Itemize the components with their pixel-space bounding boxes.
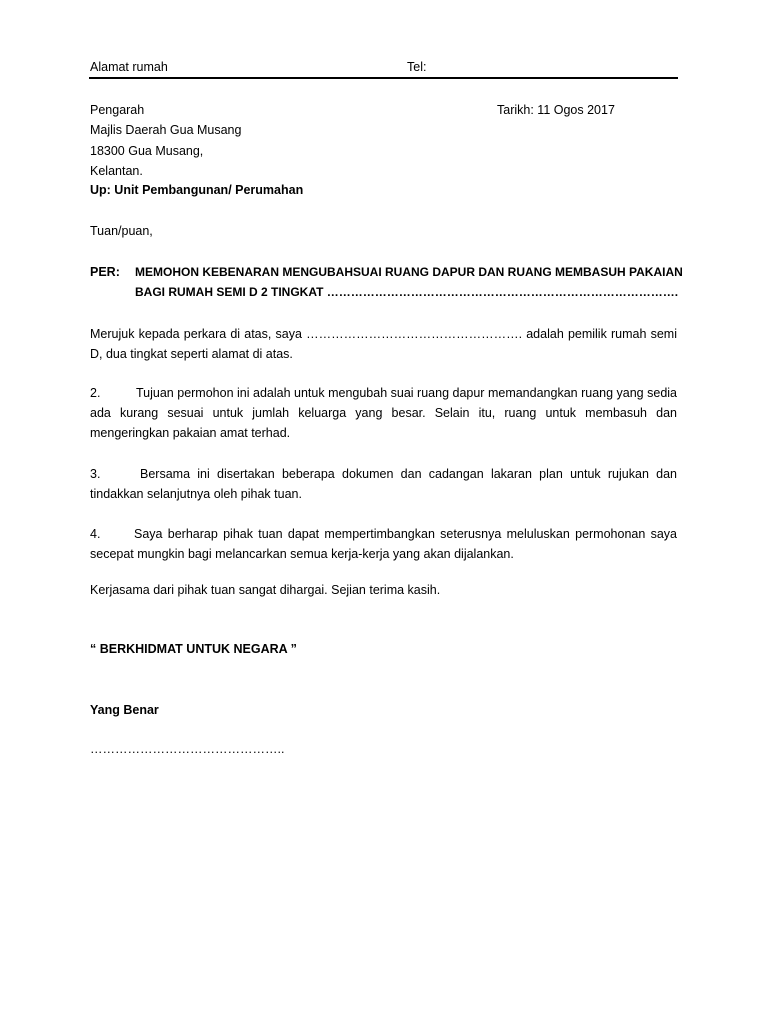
paragraph-2-text: Tujuan permohon ini adalah untuk mengubah suai ruang dapur memandangkan ruang yang sedia ada kurang sesuai untuk jumlah keluarga yang besar. Selain itu, ruang untuk membasuh dan mengeringkan pakaian amat terhad. — [90, 386, 677, 440]
recipient-line-2: Majlis Daerah Gua Musang — [90, 123, 242, 137]
signature-line: ……………………………………….. — [90, 742, 285, 756]
signoff: Yang Benar — [90, 703, 159, 717]
header-rule — [89, 77, 678, 79]
paragraph-1: Merujuk kepada perkara di atas, saya ……………………………………………. adalah pemilik rumah semi D, dua tingkat seperti alamat di atas. — [90, 327, 677, 361]
recipient-line-4: Kelantan. — [90, 164, 143, 178]
paragraph-3-text: Bersama ini disertakan beberapa dokumen dan cadangan lakaran plan untuk rujukan dan tindakkan selanjutnya oleh pihak tuan. — [90, 467, 677, 501]
attention-line: Up: Unit Pembangunan/ Perumahan — [90, 183, 304, 197]
paragraph-3-number: 3. — [90, 467, 101, 481]
subject-label: PER: — [90, 265, 120, 279]
paragraph-3 — [90, 464, 677, 504]
address-label: Alamat rumah — [90, 60, 168, 74]
recipient-line-3: 18300 Gua Musang, — [90, 144, 204, 158]
paragraph-2 — [90, 383, 677, 443]
date-line: Tarikh: 11 Ogos 2017 — [497, 103, 615, 117]
paragraph-4-number: 4. — [90, 527, 101, 541]
motto: “ BERKHIDMAT UNTUK NEGARA ” — [90, 642, 297, 656]
paragraph-4 — [90, 524, 677, 564]
subject-line-2: BAGI RUMAH SEMI D 2 TINGKAT ……………………………………………………………………………. — [135, 285, 679, 299]
recipient-line-1: Pengarah — [90, 103, 145, 117]
salutation: Tuan/puan, — [90, 224, 153, 238]
closing-line: Kerjasama dari pihak tuan sangat dihargai. Sejian terima kasih. — [90, 583, 441, 597]
paragraph-2-number: 2. — [90, 386, 101, 400]
paragraph-4-text: Saya berharap pihak tuan dapat mempertimbangkan seterusnya meluluskan permohonan saya secepat mungkin bagi melancarkan semua kerja-kerja yang akan dijalankan. — [90, 527, 677, 561]
subject-line-1: MEMOHON KEBENARAN MENGUBAHSUAI RUANG DAPUR DAN RUANG MEMBASUH PAKAIAN — [135, 265, 683, 279]
tel-label: Tel: — [407, 60, 427, 74]
